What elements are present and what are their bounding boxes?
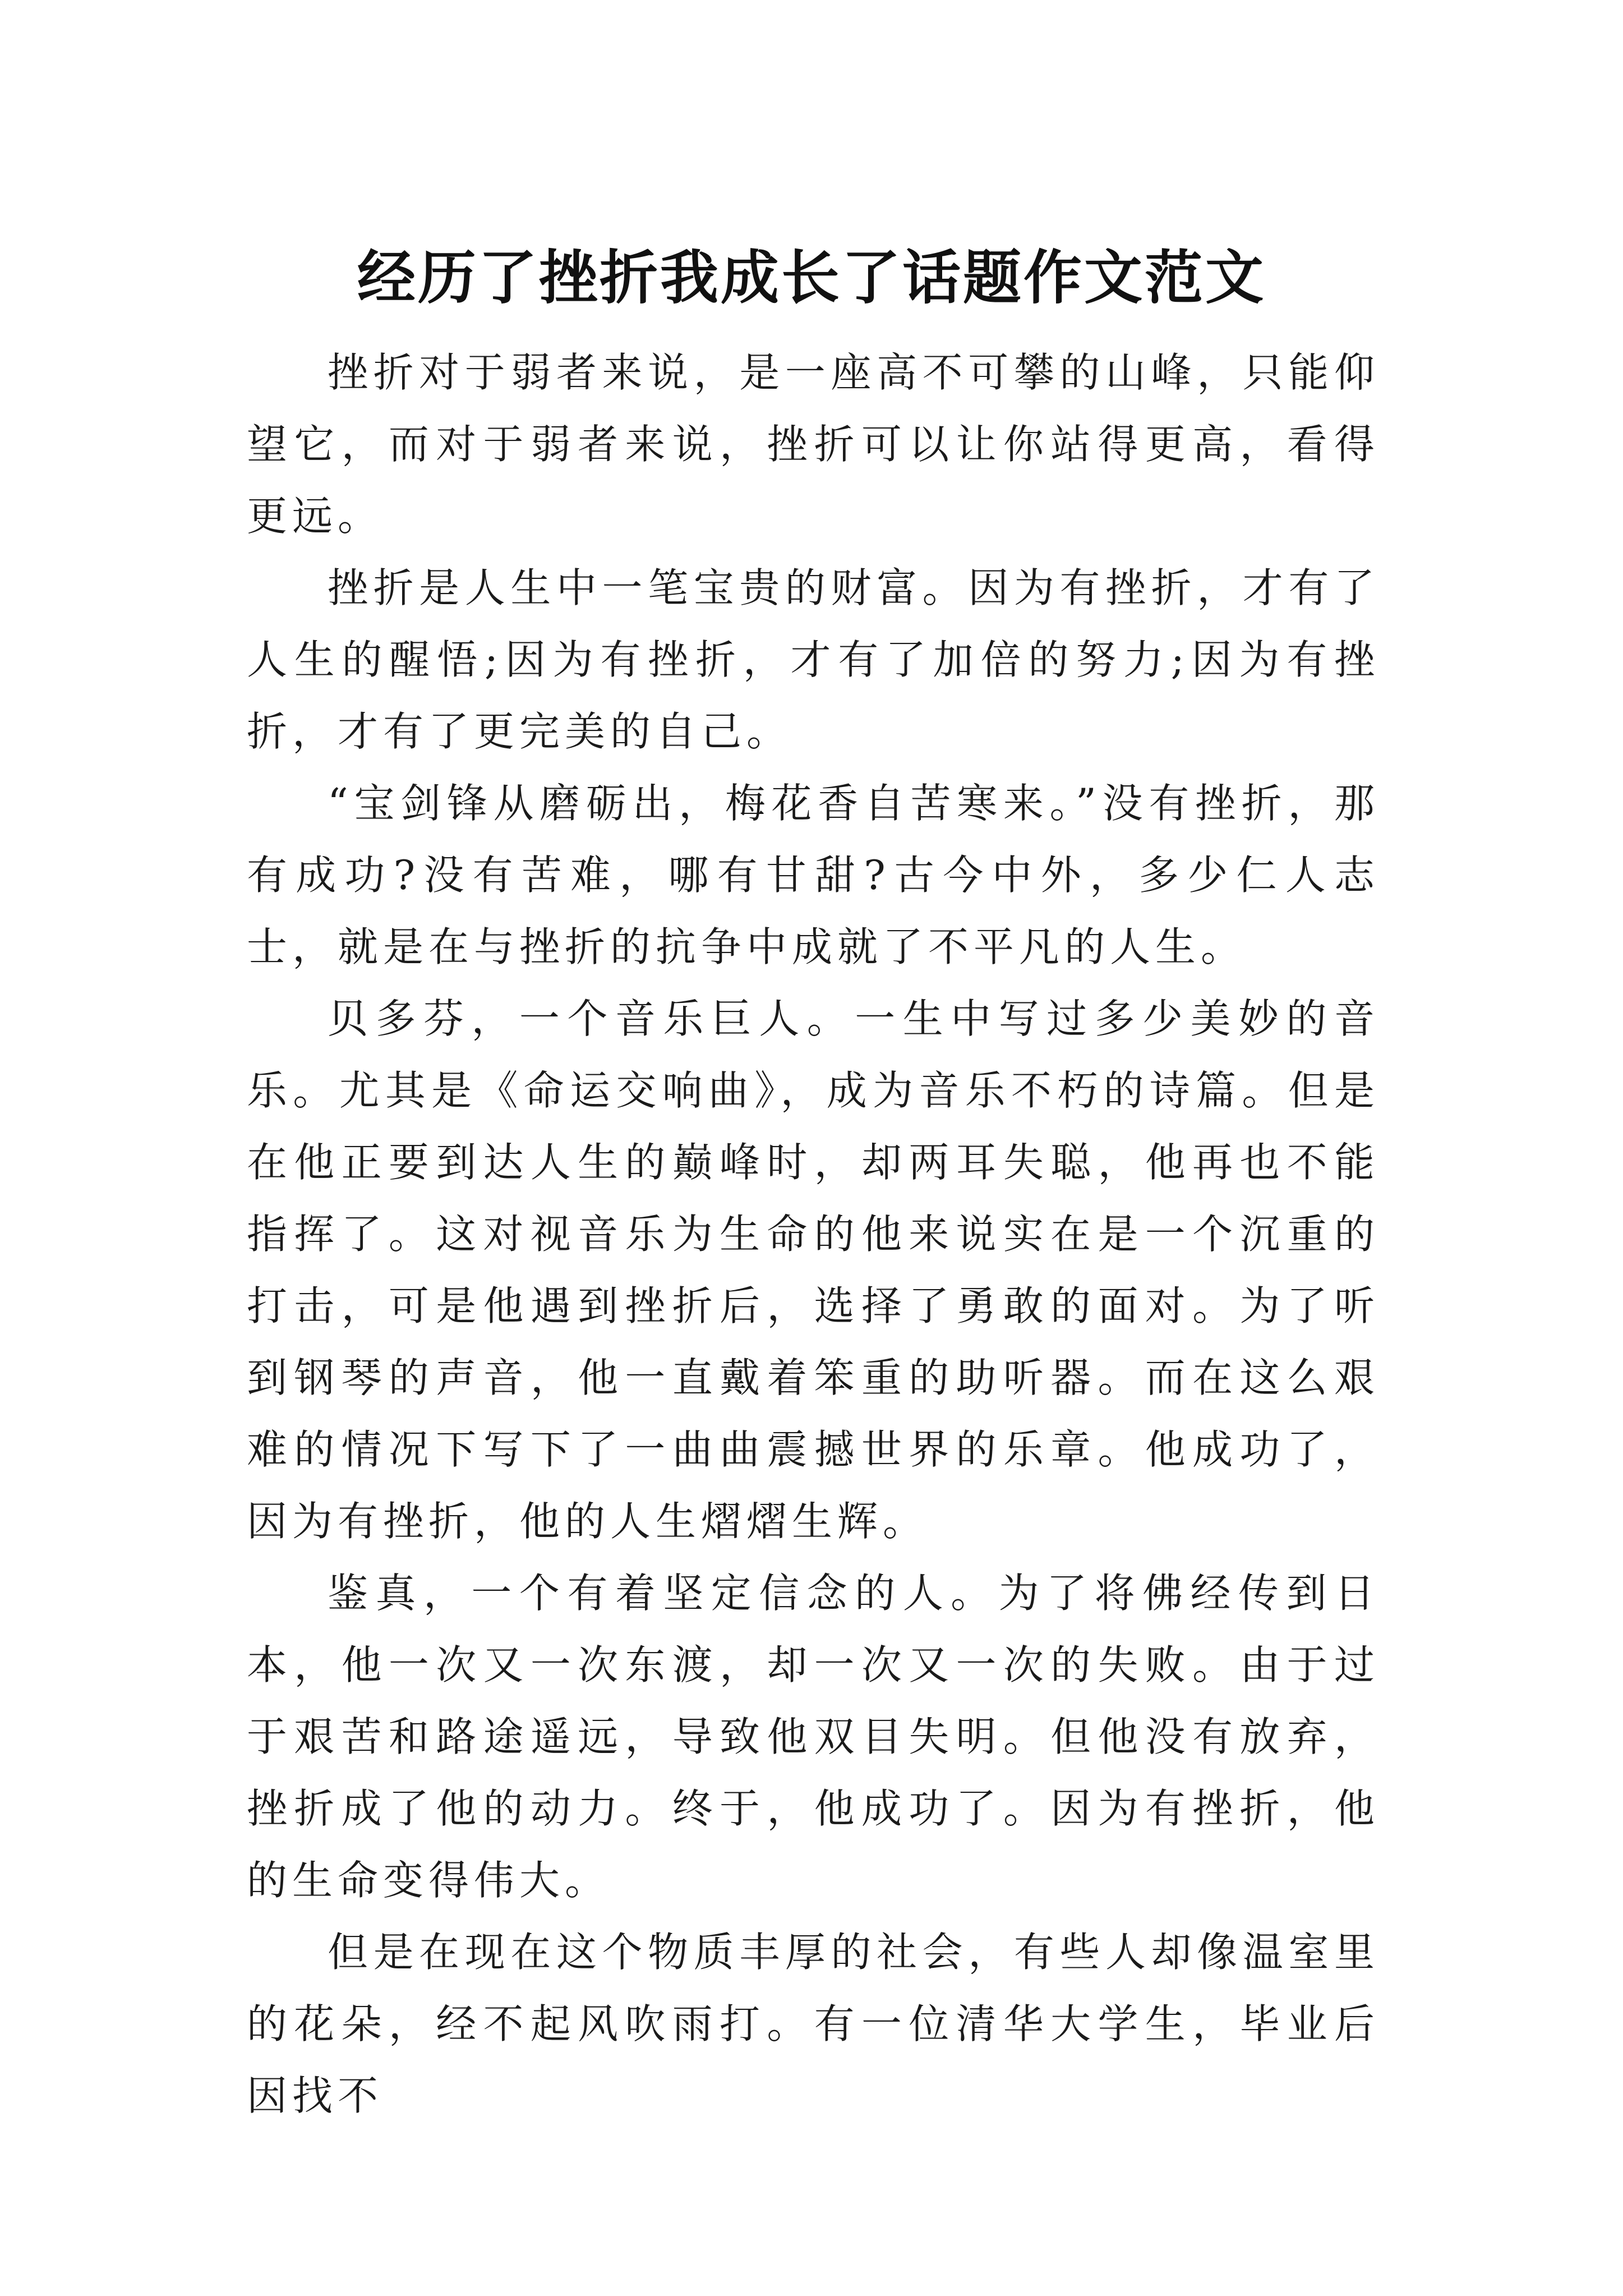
paragraph: 鉴真，一个有着坚定信念的人。为了将佛经传到日本，他一次又一次东渡，却一次又一次的失败。由于过于艰苦和路途遥远，导致他双目失明。但他没有放弃，挫折成了他的动力。终于，他成功了。因为有挫折，他的生命变得伟大。 [247,1570,1380,1904]
document-title: 经历了挫折我成长了话题作文范文 [357,243,1266,312]
paragraph: 挫折对于弱者来说，是一座高不可攀的山峰，只能仰望它，而对于弱者来说，挫折可以让你站得更高，看得更远。 [247,349,1380,540]
paragraph: 挫折是人生中一笔宝贵的财富。因为有挫折，才有了人生的醒悟;因为有挫折，才有了加倍的努力;因为有挫折，才有了更完美的自己。 [247,564,1380,755]
paragraph: “宝剑锋从磨砺出，梅花香自苦寒来。”没有挫折，那有成功?没有苦难，哪有甘甜?古今中外，多少仁人志士，就是在与挫折的抗争中成就了不平凡的人生。 [247,780,1380,970]
paragraph: 但是在现在这个物质丰厚的社会，有些人却像温室里的花朵，经不起风吹雨打。有一位清华大学生，毕业后因找不 [247,1929,1380,2119]
paragraph: 贝多芬，一个音乐巨人。一生中写过多少美妙的音乐。尤其是《命运交响曲》，成为音乐不朽的诗篇。但是在他正要到达人生的巅峰时，却两耳失聪，他再也不能指挥了。这对视音乐为生命的他来说实在是一个沉重的打击，可是他遇到挫折后，选择了勇敢的面对。为了听到钢琴的声音，他一直戴着笨重的助听器。而在这么艰难的情况下写下了一曲曲震撼世界的乐章。他成功了，因为有挫折，他的人生熠熠生辉。 [247,995,1380,1545]
document-body [247,337,1380,2132]
